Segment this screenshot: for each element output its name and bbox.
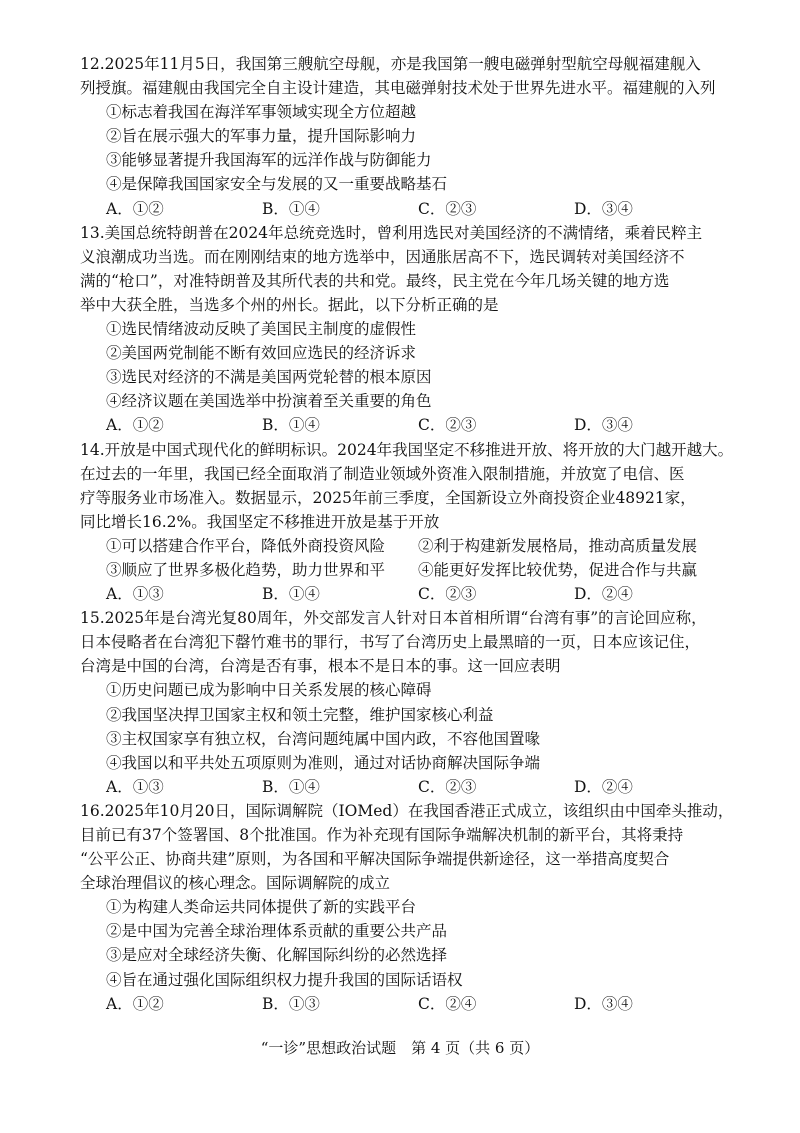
question-stem-line [80, 245, 730, 269]
statement-option: ④是保障我国国家安全与发展的又一重要战略基石 [106, 175, 448, 194]
statement-option: ④旨在通过强化国际组织权力提升我国的国际话语权 [106, 970, 463, 989]
page-footer: “一诊”思想政治试题 第 4 页（共 6 页） [260, 1039, 540, 1057]
answer-choice: D．③④ [574, 994, 633, 1013]
question-stem-line [80, 52, 730, 76]
answer-choice: D．③④ [574, 416, 633, 435]
statement-option: ①标志着我国在海洋军事领域实现全方位超越 [106, 103, 417, 122]
question-stem-line [80, 510, 730, 534]
question-stem-text: 2025年11月5日，我国第三艘航空母舰，亦是我国第一艘电磁弹射型航空母舰福建舰入 [104, 55, 701, 73]
statement-option: ①历史问题已成为影响中日关系发展的核心障碍 [106, 681, 432, 700]
question-stem-text: 2025年是台湾光复80周年，外交部发言人针对日本首相所谓“台湾有事”的言论回应称， [104, 609, 707, 628]
question-number: 15. [80, 609, 105, 628]
question-stem-line [80, 799, 734, 823]
statement-option: ④能更好发挥比较优势，促进合作与共赢 [418, 560, 698, 579]
question-stem-line [80, 269, 730, 293]
question-stem-line [80, 293, 730, 317]
answer-choice: B．①④ [262, 199, 320, 218]
answer-choice: B．①④ [262, 777, 320, 796]
answer-choices [80, 197, 730, 221]
question-13 [80, 221, 730, 438]
statement-option: ②美国两党制能不断有效回应选民的经济诉求 [106, 344, 417, 363]
answer-choice: D．②④ [574, 585, 633, 604]
answer-choice: C．②③ [418, 585, 477, 604]
question-number: 13. [80, 223, 105, 242]
answer-choice: A．①② [106, 416, 164, 435]
answer-choice: A．①② [106, 199, 164, 218]
question-stem-text: “公平公正、协商共建”原则，为各国和平解决国际争端提供新途径，这一举措高度契合 [80, 850, 670, 869]
statement-option: ②利于构建新发展格局，推动高质量发展 [418, 536, 698, 555]
answer-choice: C．②④ [418, 994, 477, 1013]
statement-option: ③能够显著提升我国海军的远洋作战与防御能力 [106, 151, 432, 170]
statement-option: ①可以搭建合作平台，降低外商投资风险 [106, 536, 386, 555]
statement-option-row [80, 534, 730, 558]
answer-choices [80, 413, 730, 437]
question-stem-line [80, 654, 730, 678]
statement-option: ③顺应了世界多极化趋势，助力世界和平 [106, 560, 386, 579]
answer-choice: C．②③ [418, 777, 477, 796]
statement-option: ④我国以和平共处五项原则为准则，通过对话协商解决国际争端 [106, 753, 541, 772]
answer-choice: B．①④ [262, 585, 320, 604]
question-stem-text: 满的“枪口”，对准特朗普及其所代表的共和党。最终，民主党在今年几场关键的地方选 [80, 271, 670, 290]
statement-option: ③是应对全球经济失衡、化解国际纠纷的必然选择 [106, 946, 448, 965]
question-stem-text: 日本侵略者在台湾犯下罄竹难书的罪行，书写了台湾历史上最黑暗的一页，日本应该记住， [80, 633, 701, 652]
question-number: 16. [80, 801, 105, 820]
answer-choice: D．②④ [574, 777, 633, 796]
question-stem-text: 同比增长16.2%。我国坚定不移推进开放是基于开放 [80, 512, 440, 531]
statement-option: ③选民对经济的不满是美国两党轮替的根本原因 [106, 368, 432, 387]
question-stem-line [80, 606, 730, 630]
answer-choice: B．①④ [262, 416, 320, 435]
question-stem-text: 疗等服务业市场准入。数据显示，2025年前三季度，全国新设立外商投资企业48921家， [80, 488, 696, 507]
statement-option: ①选民情绪波动反映了美国民主制度的虚假性 [106, 320, 417, 339]
question-stem-text: 目前已有37个签署国、8个批准国。作为补充现有国际争端解决机制的新平台，其将秉持 [80, 826, 684, 844]
question-stem-line [80, 630, 730, 654]
question-list [80, 52, 734, 1016]
question-14 [80, 438, 734, 607]
question-stem-line [80, 438, 734, 462]
question-stem-line [80, 221, 730, 245]
question-stem-line [80, 486, 730, 510]
question-stem-line [80, 871, 730, 895]
answer-choice: A．①② [106, 994, 164, 1013]
statement-option-row [80, 558, 730, 582]
question-15 [80, 606, 730, 799]
question-16 [80, 799, 734, 1016]
question-stem-text: 美国总统特朗普在2024年总统竞选时，曾利用选民对美国经济的不满情绪，乘着民粹主 [104, 223, 703, 242]
statement-option: ②是中国为完善全球治理体系贡献的重要公共产品 [106, 922, 448, 941]
answer-choice: C．②③ [418, 199, 477, 218]
question-stem-text: 全球治理倡议的核心理念。国际调解院的成立 [80, 874, 391, 893]
answer-choice: A．①③ [106, 585, 164, 604]
answer-choice: D．③④ [574, 199, 633, 218]
question-stem-line [80, 847, 730, 871]
question-stem-text: 台湾是中国的台湾，台湾是否有事，根本不是日本的事。这一回应表明 [80, 657, 561, 676]
answer-choice: C．②③ [418, 416, 477, 435]
question-stem-text: 义浪潮成功当选。而在刚刚结束的地方选举中，因通胀居高不下，选民调转对美国经济不 [80, 247, 685, 266]
statement-option: ②我国坚决捍卫国家主权和领土完整，维护国家核心利益 [106, 705, 494, 724]
question-stem-line [80, 823, 730, 847]
answer-choices [80, 582, 730, 606]
answer-choices [80, 775, 730, 799]
question-12 [80, 52, 730, 221]
statement-option: ④经济议题在美国选举中扮演着至关重要的角色 [106, 392, 432, 411]
question-stem-text: 2025年10月20日，国际调解院（IOMed）在我国香港正式成立，该组织由中国牵头推动， [104, 801, 734, 820]
statement-option: ②旨在展示强大的军事力量，提升国际影响力 [106, 127, 417, 146]
question-stem-text: 举中大获全胜，当选多个州的州长。据此，以下分析正确的是 [80, 295, 499, 314]
question-stem-text: 开放是中国式现代化的鲜明标识。2024年我国坚定不移推进开放、将开放的大门越开越大。 [104, 440, 734, 459]
question-stem-line [80, 462, 730, 486]
question-stem-text: 列授旗。福建舰由我国完全自主设计建造，其电磁弹射技术处于世界先进水平。福建舰的入列 [80, 79, 716, 98]
answer-choice: A．①③ [106, 777, 164, 796]
question-number: 14. [80, 440, 105, 459]
question-stem-line [80, 76, 730, 100]
question-number: 12. [80, 55, 105, 73]
statement-option: ③主权国家享有独立权，台湾问题纯属中国内政，不容他国置喙 [106, 729, 541, 748]
answer-choices [80, 992, 730, 1016]
answer-choice: B．①③ [262, 994, 320, 1013]
statement-option: ①为构建人类命运共同体提供了新的实践平台 [106, 898, 417, 917]
question-stem-text: 在过去的一年里，我国已经全面取消了制造业领域外资准入限制措施，并放宽了电信、医 [80, 464, 685, 483]
